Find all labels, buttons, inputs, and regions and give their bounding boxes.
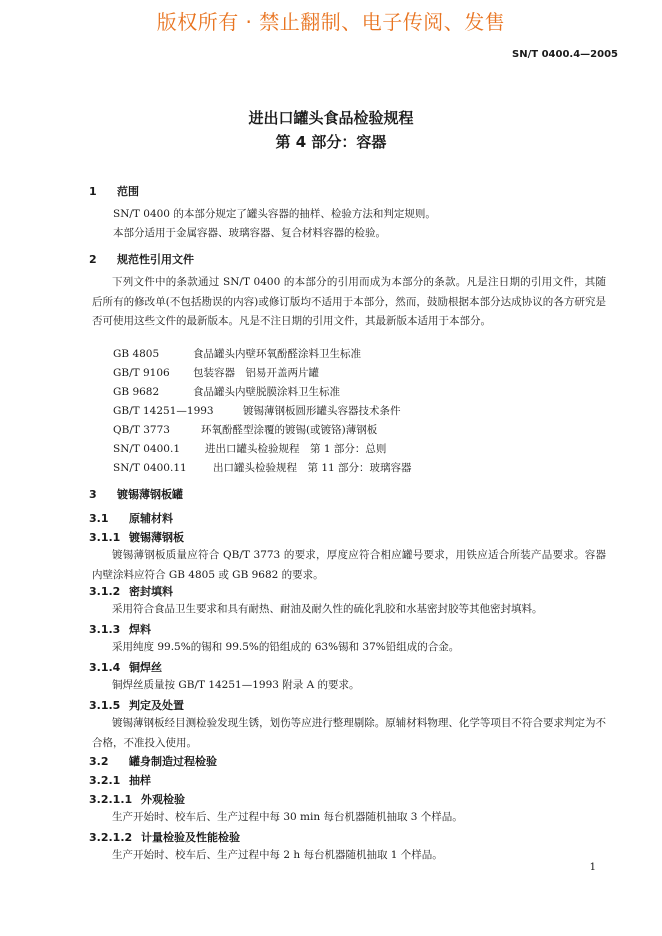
ref-title: 食品罐头内壁环氧酚醛涂料卫生标准	[193, 348, 361, 360]
section-title: 原辅材料	[129, 512, 173, 525]
document-title: 进出口罐头食品检验规程	[248, 109, 414, 127]
ref-item	[113, 384, 340, 399]
section-title: 计量检验及性能检验	[141, 831, 240, 844]
section-1-para-2: 本部分适用于金属容器、玻璃容器、复合材料容器的检验。	[113, 227, 386, 239]
ref-item	[113, 365, 319, 380]
section-number: 3.2.1.2	[89, 831, 133, 844]
subsection-3-1-5-heading	[89, 697, 184, 713]
subsection-3-1-3-paragraph: 采用纯度 99.5%的锡和 99.5%的铅组成的 63%锡和 37%铅组成的合金。	[112, 641, 460, 653]
ref-code: SN/T 0400.11	[113, 462, 187, 474]
section-1-para-1: SN/T 0400 的本部分规定了罐头容器的抽样、检验方法和判定规则。	[113, 208, 436, 220]
ref-title: 镀锡薄钢板圆形罐头容器技术条件	[243, 405, 401, 417]
subsection-3-2-1-heading	[89, 772, 151, 788]
ref-item	[113, 403, 401, 418]
subsection-3-1-heading	[89, 510, 173, 526]
section-number: 3.2.1	[89, 774, 121, 787]
section-title: 抽样	[129, 774, 151, 787]
subsection-3-1-4-heading	[89, 659, 162, 675]
ref-item	[113, 460, 412, 475]
section-number: 3.1.4	[89, 661, 121, 674]
subsection-3-2-1-2-paragraph: 生产开始时、校车后、生产过程中每 2 h 每台机器随机抽取 1 个样品。	[112, 849, 443, 861]
ref-code: GB/T 9106	[113, 367, 170, 379]
document-subtitle: 第 4 部分：容器	[275, 133, 387, 151]
ref-title: 出口罐头检验规程 第 11 部分：玻璃容器	[213, 462, 412, 474]
ref-code: GB/T 14251—1993	[113, 405, 214, 417]
ref-title: 包装容器 铝易开盖两片罐	[193, 367, 319, 379]
section-title: 镀锡薄钢板罐	[117, 488, 183, 501]
subsection-3-1-2-heading	[89, 583, 173, 599]
section-title: 罐身制造过程检验	[129, 755, 217, 768]
ref-code: SN/T 0400.1	[113, 443, 180, 455]
ref-item	[113, 441, 386, 456]
section-2-heading	[89, 251, 194, 267]
section-number: 3	[89, 488, 97, 501]
section-number: 3.1.5	[89, 699, 121, 712]
subsection-3-2-1-2-heading	[89, 829, 240, 845]
section-3-heading	[89, 486, 183, 502]
section-number: 3.1.3	[89, 623, 121, 636]
section-number: 3.1.2	[89, 585, 121, 598]
subsection-3-2-1-1-heading	[89, 791, 185, 807]
page-number: 1	[589, 862, 596, 873]
watermark: 版权所有 · 禁止翻制、电子传阅、发售	[156, 10, 506, 34]
subsection-3-2-1-1-paragraph: 生产开始时、校车后、生产过程中每 30 min 每台机器随机抽取 3 个样品。	[112, 811, 463, 823]
section-number: 2	[89, 253, 97, 266]
section-number: 3.2.1.1	[89, 793, 133, 806]
section-title: 密封填料	[129, 585, 173, 598]
ref-item	[113, 346, 361, 361]
subsection-3-1-3-heading	[89, 621, 151, 637]
section-title: 外观检验	[141, 793, 185, 806]
section-2-paragraph: 下列文件中的条款通过 SN/T 0400 的本部分的引用而成为本部分的条款。凡是注日期的引用文件，其随后所有的修改单(不包括勘误的内容)或修订版均不适用于本部分，然而，鼓励根据本部分达成协议的各方研究是否可使用这些文件的最新版本。凡是不注日期的引用文件，其最新版本适用于本部分。	[92, 276, 606, 327]
ref-title: 进出口罐头检验规程 第 1 部分：总则	[205, 443, 387, 455]
subsection-3-1-1-paragraph: 镀锡薄钢板质量应符合 QB/T 3773 的要求，厚度应符合相应罐号要求，用铁应适合所装产品要求。容器内壁涂料应符合 GB 4805 或 GB 9682 的要求。	[92, 549, 606, 581]
section-title: 铜焊丝	[129, 661, 162, 674]
section-title: 判定及处置	[129, 699, 184, 712]
ref-title: 环氧酚醛型涂覆的镀锡(或镀铬)薄钢板	[201, 424, 378, 436]
section-1-heading	[89, 183, 139, 199]
subsection-3-1-4-paragraph: 铜焊丝质量按 GB/T 14251—1993 附录 A 的要求。	[112, 679, 360, 691]
section-title: 范围	[117, 185, 139, 198]
ref-code: GB 4805	[113, 348, 160, 360]
section-number: 3.1.1	[89, 531, 121, 544]
section-title: 焊料	[129, 623, 151, 636]
section-title: 规范性引用文件	[117, 253, 194, 266]
subsection-3-1-5-paragraph: 镀锡薄钢板经目测检验发现生锈，划伤等应进行整理剔除。原辅材料物理、化学等项目不符合要求判定为不合格，不准投入使用。	[92, 717, 606, 749]
section-number: 3.1	[89, 512, 109, 525]
ref-code: QB/T 3773	[113, 424, 170, 436]
standard-number: SN/T 0400.4—2005	[512, 49, 618, 60]
ref-code: GB 9682	[113, 386, 160, 398]
section-number: 1	[89, 185, 97, 198]
section-number: 3.2	[89, 755, 109, 768]
ref-title: 食品罐头内壁脱膜涂料卫生标准	[193, 386, 340, 398]
subsection-3-1-1-heading	[89, 529, 184, 545]
subsection-3-2-heading	[89, 753, 217, 769]
section-title: 镀锡薄钢板	[129, 531, 184, 544]
subsection-3-1-2-paragraph: 采用符合食品卫生要求和具有耐热、耐油及耐久性的硫化乳胶和水基密封胶等其他密封填料。	[112, 603, 543, 615]
ref-item	[113, 422, 377, 437]
